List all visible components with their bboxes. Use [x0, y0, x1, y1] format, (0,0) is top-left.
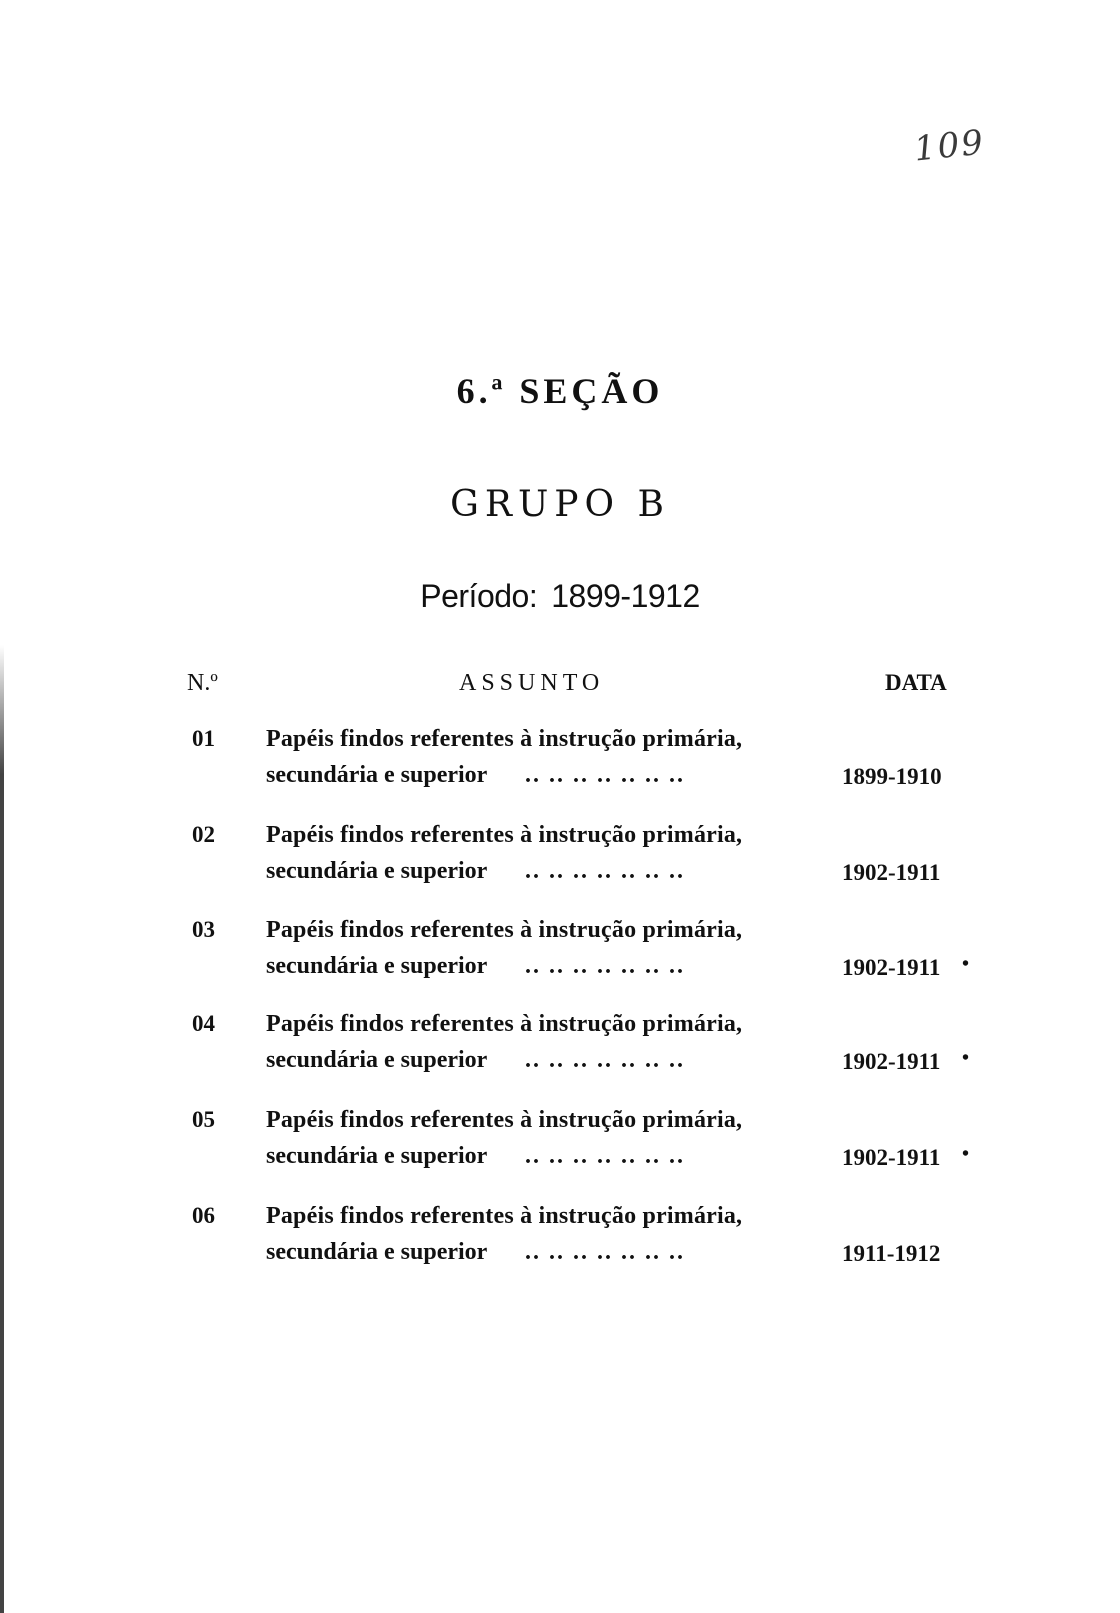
entry-subject-line2: secundária e superior [266, 1143, 488, 1169]
column-header-number: N.º [187, 670, 218, 696]
entry-mark: • [962, 953, 970, 975]
table-row [0, 1203, 1120, 1283]
entry-subject-line1: Papéis findos referentes à instrução primária, [266, 917, 743, 943]
page-edge-shadow [0, 0, 4, 1613]
entry-mark: • [962, 1143, 970, 1165]
table-row [0, 917, 1120, 997]
entry-number: 04 [192, 1011, 215, 1036]
entry-subject-line1: Papéis findos referentes à instrução primária, [266, 822, 743, 848]
dot-leader: .. .. .. .. .. .. .. [525, 953, 685, 979]
entry-subject-line1: Papéis findos referentes à instrução primária, [266, 1107, 743, 1133]
dot-leader: .. .. .. .. .. .. .. [525, 1047, 685, 1073]
entry-number: 01 [192, 726, 215, 751]
column-header-subject: ASSUNTO [459, 670, 605, 696]
entry-subject-line2: secundária e superior [266, 1239, 488, 1265]
dot-leader: .. .. .. .. .. .. .. [525, 1239, 685, 1265]
table-row [0, 726, 1120, 806]
entry-date: 1911-1912 [842, 1241, 941, 1266]
period-years: 1899-1912 [551, 578, 700, 614]
group-title: GRUPO B [450, 484, 670, 525]
entry-number: 02 [192, 822, 215, 847]
entry-date: 1902-1911 [842, 1049, 941, 1074]
handwritten-page-number: 109 [912, 122, 987, 170]
column-header-date: DATA [885, 670, 947, 695]
period-label: Período: [420, 578, 538, 614]
dot-leader: .. .. .. .. .. .. .. [525, 1143, 685, 1169]
entry-subject-line2: secundária e superior [266, 1047, 488, 1073]
dot-leader: .. .. .. .. .. .. .. [525, 762, 685, 788]
entry-date: 1902-1911 [842, 860, 941, 885]
period-line [0, 578, 1120, 615]
entry-number: 03 [192, 917, 215, 942]
entry-subject-line1: Papéis findos referentes à instrução primária, [266, 1203, 743, 1229]
entry-subject-line1: Papéis findos referentes à instrução primária, [266, 1011, 743, 1037]
section-title: 6.ª SEÇÃO [456, 371, 664, 411]
entry-subject-line2: secundária e superior [266, 762, 488, 788]
table-row [0, 1011, 1120, 1091]
entry-subject-line1: Papéis findos referentes à instrução primária, [266, 726, 743, 752]
table-row [0, 822, 1120, 902]
table-row [0, 1107, 1120, 1187]
entry-date: 1899-1910 [842, 764, 942, 789]
entry-date: 1902-1911 [842, 1145, 941, 1170]
entry-subject-line2: secundária e superior [266, 953, 488, 979]
entry-number: 06 [192, 1203, 215, 1228]
entry-subject-line2: secundária e superior [266, 858, 488, 884]
dot-leader: .. .. .. .. .. .. .. [525, 858, 685, 884]
entry-date: 1902-1911 [842, 955, 941, 980]
entry-number: 05 [192, 1107, 215, 1132]
entry-mark: • [962, 1047, 970, 1069]
